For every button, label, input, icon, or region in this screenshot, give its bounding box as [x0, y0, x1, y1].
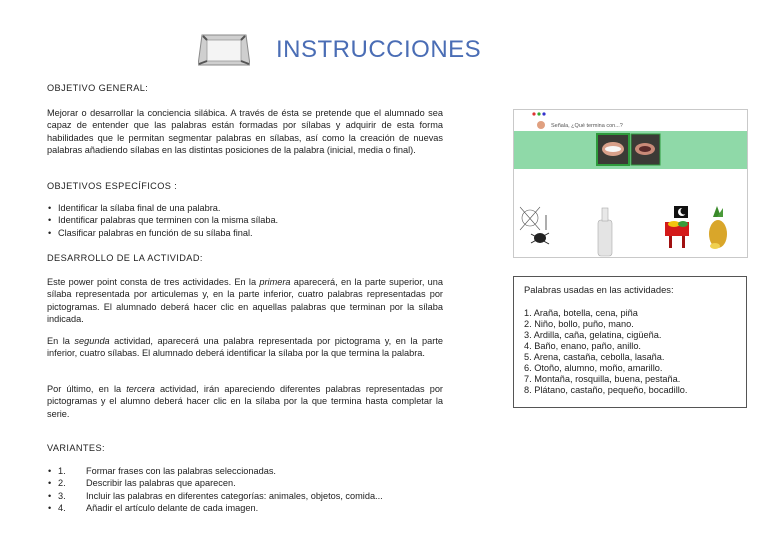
desarrollo-paragraph-1: Este power point consta de tres actividades. En la primera aparecerá, en la parte superior, una sílaba representada por articulemas y, en la parte inferior, cuatro palabras representadas por pictogramas. El alumnado deberá hacer clic en aquellas palabras que terminan por la sílaba indicada.	[47, 277, 443, 324]
list-item: 7. Montaña, rosquilla, buena, pestaña.	[524, 374, 681, 384]
list-item: • 2. Describir las palabras que aparecen.	[47, 477, 443, 489]
list-item: 1. Araña, botella, cena, piña	[524, 308, 638, 318]
variantes-heading: VARIANTES:	[47, 443, 105, 453]
desarrollo-heading: DESARROLLO DE LA ACTIVIDAD:	[47, 253, 203, 263]
list-item: • 1. Formar frases con las palabras seleccionadas.	[47, 465, 443, 477]
preview-caption: Señala, ¿Qué termina con...?	[551, 123, 623, 129]
variantes-list	[47, 465, 443, 514]
emphasis: tercera	[126, 384, 155, 394]
list-item: • Identificar la sílaba final de una palabra.	[47, 202, 443, 214]
page-title: INSTRUCCIONES	[276, 36, 482, 63]
dinner-picto	[665, 206, 689, 248]
pineapple-picto	[709, 206, 727, 249]
presentation-board-icon	[198, 32, 250, 68]
list-item: • Identificar palabras que terminen con la misma sílaba.	[47, 214, 443, 226]
list-item: 5. Arena, castaña, cebolla, lasaña.	[524, 352, 665, 362]
desarrollo-paragraph-2: En la segunda actividad, aparecerá una palabra representada por pictograma y, en la parte inferior, cuatro sílabas. El alumnado deberá identificar la sílaba por la que termina la palabra.	[47, 336, 444, 359]
bottle-picto	[598, 208, 612, 256]
emphasis: primera	[259, 277, 291, 287]
list-item: • 3. Incluir las palabras en diferentes categorías: animales, objetos, comida...	[47, 490, 443, 502]
objetivo-general-text: Mejorar o desarrollar la conciencia silábica. A través de ésta se pretende que el alumnado sea capaz de entender que las palabras están formadas por sílabas y adquirir de esta forma habilidades que le permitan segmentar palabras en sílabas, así como la creación de nuevas palabras añadiendo sílabas en las distintas posiciones de la palabra (inicial, media o final).	[47, 108, 443, 155]
palabras-box	[513, 276, 747, 408]
objetivos-especificos-heading: OBJETIVOS ESPECÍFICOS :	[47, 181, 178, 191]
list-item: 2. Niño, bollo, puño, mano.	[524, 319, 634, 329]
spider-picto	[520, 207, 549, 244]
objetivo-general-heading: OBJETIVO GENERAL:	[47, 83, 149, 93]
objetivos-especificos-list	[47, 202, 443, 239]
speaker-icon	[537, 121, 545, 129]
list-item: 4. Baño, enano, paño, anillo.	[524, 341, 641, 351]
list-item: • Clasificar palabras en función de su sílaba final.	[47, 227, 443, 239]
emphasis: segunda	[74, 336, 110, 346]
desarrollo-paragraph-3: Por último, en la tercera actividad, irán apareciendo diferentes palabras representadas por pictogramas y el alumno deberá hacer clic en la sílaba por la que termina hasta completar la serie.	[47, 384, 443, 419]
palabras-heading: Palabras usadas en las actividades:	[524, 284, 674, 295]
list-item: 6. Otoño, alumno, moño, amarillo.	[524, 363, 663, 373]
list-item: • 4. Añadir el artículo delante de cada imagen.	[47, 502, 443, 514]
palabras-list	[524, 308, 687, 396]
activity-preview	[513, 109, 748, 258]
list-item: 8. Plátano, castaño, pequeño, bocadillo.	[524, 385, 688, 395]
list-item: 3. Ardilla, caña, gelatina, cigüeña.	[524, 330, 662, 340]
